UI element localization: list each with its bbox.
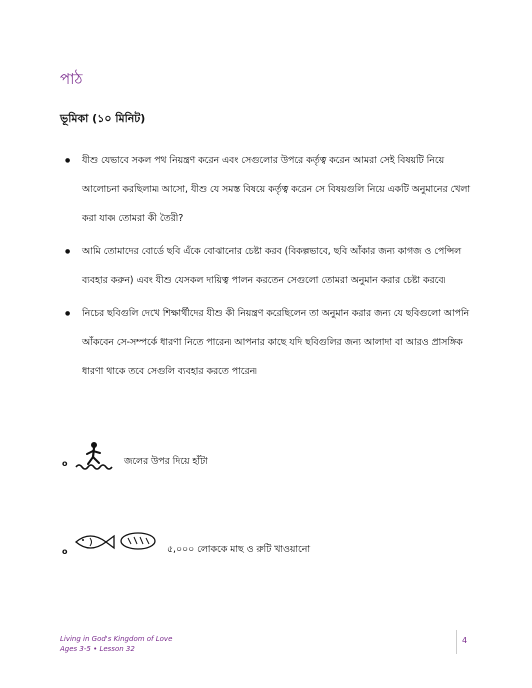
example-walking-on-water xyxy=(62,440,462,470)
bread-icon xyxy=(121,533,155,549)
example-caption: জলের উপর দিয়ে হাঁটা xyxy=(124,456,208,467)
footer-meta xyxy=(60,644,172,654)
footer-divider xyxy=(456,630,457,654)
list-marker: o xyxy=(62,459,68,468)
bullet-item: ● নিচের ছবিগুলি দেখে শিক্ষার্থীদের যীশু কী নিয়ন্ত্রণ করেছিলেন তা অনুমান করার জন্য যে ছবিগুলো আপনি আঁকবেন সে-সম্পর্কে ধারণা নিতে পারেন৷ আপনার কাছে যদি ছবিগুলির জন্য আলাদা বা আরও প্রাসঙ্গিক ধারণা থাকে তবে সেগুলি ব্যবহার করতে পারেন৷ xyxy=(62,299,472,386)
footer-title: Living in God's Kingdom of Love xyxy=(60,635,173,643)
bullet-item: ● যীশু যেভাবে সকল পথ নিয়ন্ত্রণ করেন এবং সেগুলোর উপরে কর্তৃত্ব করেন আমরা সেই বিষয়টি নিয়ে আলোচনা করছিলাম৷ আসো, যীশু যে সমস্ত বিষয়ে কর্তৃত্ব করেন সে বিষয়গুলি নিয়ে একটি অনুমানের খেলা করা যাক৷ তোমরা কী তৈরী? xyxy=(62,146,472,233)
lesson-heading: পাঠ xyxy=(60,70,83,88)
walking-on-water-icon xyxy=(74,440,114,476)
example-caption: ৫,০০০ লোককে মাছ ও রুটি খাওয়ানো xyxy=(167,544,311,555)
footer-lesson: Lesson 32 xyxy=(99,645,135,653)
example-feeding-five-thousand xyxy=(62,528,462,558)
footer-ages: Ages 3-5 xyxy=(60,645,91,653)
list-marker: o xyxy=(62,547,68,556)
introduction-subheading: ভূমিকা (১০ মিনিট) xyxy=(60,112,146,125)
page-number: 4 xyxy=(462,636,468,645)
bullet-item: ● আমি তোমাদের বোর্ডে ছবি এঁকে বোঝানোর চেষ্টা করব (বিকল্পভাবে, ছবি আঁকার জন্য কাগজ ও পেন্সিল ব্যবহার করুন) এবং যীশু যেসকল দায়িত্ব পালন করতেন সেগুলো তোমরা অনুমান করার চেষ্টা করবে৷ xyxy=(62,237,472,295)
fish-icon xyxy=(76,536,114,548)
bullet-list xyxy=(62,146,472,390)
footer xyxy=(60,634,172,654)
footer-separator: • xyxy=(93,645,98,653)
